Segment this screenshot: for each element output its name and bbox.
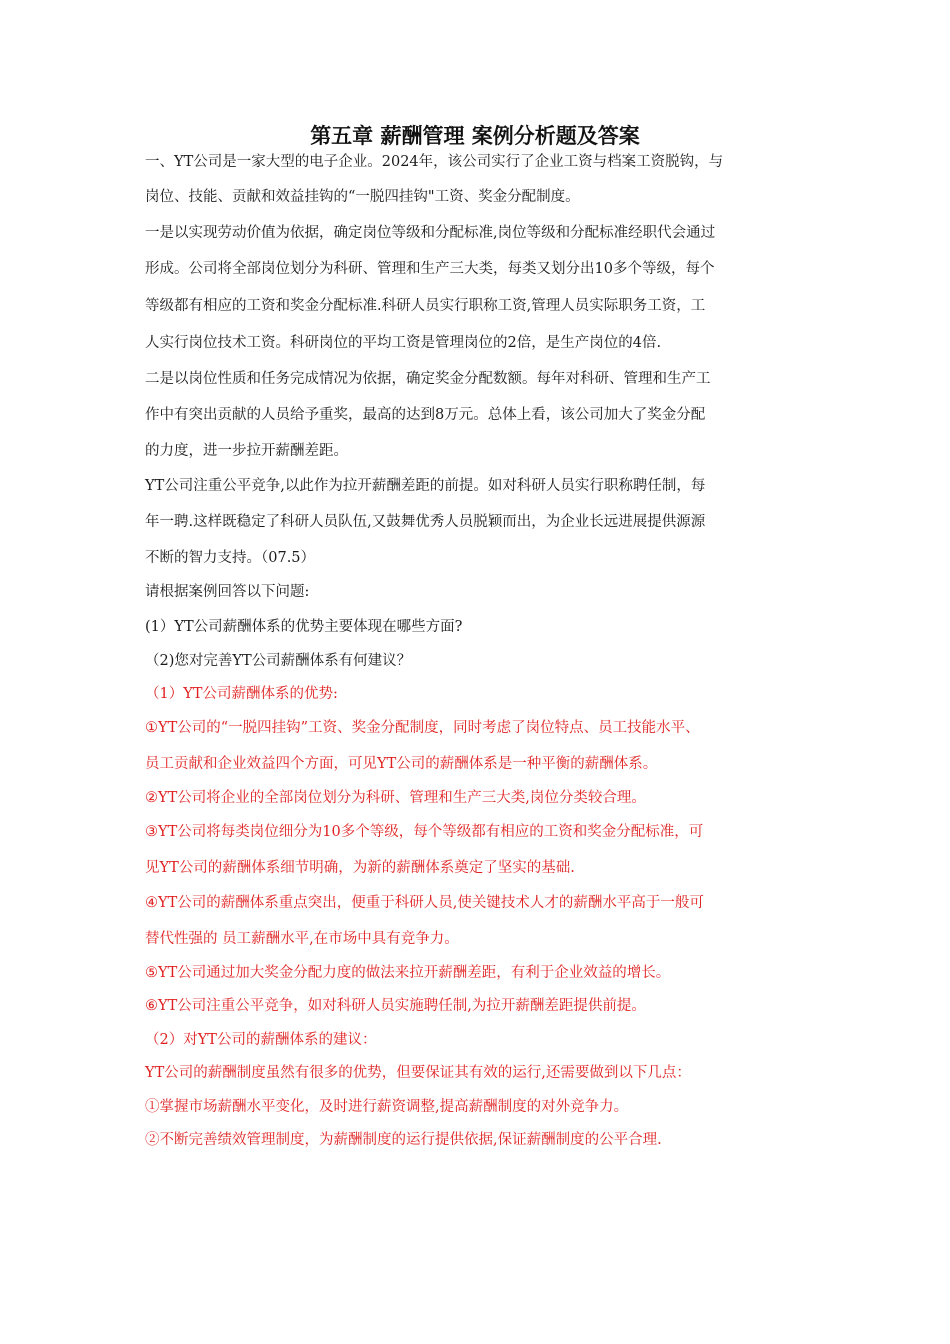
body-line: 形成。公司将全部岗位划分为科研、管理和生产三大类，每类又划分出10多个等级，每个 [145,261,715,277]
answer-line: ②不断完善绩效管理制度，为薪酬制度的运行提供依据,保证薪酬制度的公平合理. [145,1132,662,1148]
answer-line: 员工贡献和企业效益四个方面，可见YT公司的薪酬体系是一种平衡的薪酬体系。 [145,756,658,772]
answer-line: ⑤YT公司通过加大奖金分配力度的做法来拉开薪酬差距，有利于企业效益的增长。 [145,965,671,981]
body-line: 人实行岗位技术工资。科研岗位的平均工资是管理岗位的2倍，是生产岗位的4倍. [145,335,662,351]
answer-line: ④YT公司的薪酬体系重点突出，便重于科研人员,使关键技术人才的薪酬水平高于一般可 [145,895,704,911]
answer-line: 替代性强的 员工薪酬水平,在市场中具有竞争力。 [145,931,459,947]
body-line: YT公司注重公平竞争,以此作为拉开薪酬差距的前提。如对科研人员实行职称聘任制，每 [145,478,706,494]
question-2: （2)您对完善YT公司薪酬体系有何建议？ [145,653,412,669]
body-line: 二是以岗位性质和任务完成情况为依据，确定奖金分配数额。每年对科研、管理和生产工 [145,371,711,387]
answer-heading-1: （1）YT公司薪酬体系的优势: [145,686,338,702]
body-line: 作中有突出贡献的人员给予重奖，最高的达到8万元。总体上看，该公司加大了奖金分配 [145,407,706,423]
document-title: 第五章 薪酬管理 案例分析题及答案 [310,124,640,148]
answer-line: ①YT公司的“一脱四挂钩”工资、奖金分配制度，同时考虑了岗位特点、员工技能水平、 [145,720,700,736]
body-line: 一是以实现劳动价值为依据，确定岗位等级和分配标准,岗位等级和分配标准经职代会通过 [145,225,716,241]
body-line: 的力度，进一步拉开薪酬差距。 [145,443,348,459]
question-intro: 请根据案例回答以下问题: [145,584,310,600]
answer-line: ③YT公司将每类岗位细分为10多个等级，每个等级都有相应的工资和奖金分配标准，可 [145,824,704,840]
body-line: 一、YT公司是一家大型的电子企业。2024年，该公司实行了企业工资与档案工资脱钩，与 [145,154,724,170]
body-line: 等级都有相应的工资和奖金分配标准.科研人员实行职称工资,管理人员实际职务工资，工 [145,298,706,314]
answer-line: ①掌握市场薪酬水平变化，及时进行薪资调整,提高薪酬制度的对外竞争力。 [145,1099,629,1115]
question-1: (1）YT公司薪酬体系的优势主要体现在哪些方面? [145,619,463,635]
body-line: 岗位、技能、贡献和效益挂钩的“一脱四挂钩"工资、奖金分配制度。 [145,189,580,205]
answer-line: ⑥YT公司注重公平竞争，如对科研人员实施聘任制,为拉开薪酬差距提供前提。 [145,998,646,1014]
body-line: 年一聘.这样既稳定了科研人员队伍,又鼓舞优秀人员脱颖而出，为企业长远进展提供源源 [145,514,706,530]
answer-line: 见YT公司的薪酬体系细节明确，为新的薪酬体系奠定了坚实的基础. [145,860,575,876]
answer-line: ②YT公司将企业的全部岗位划分为科研、管理和生产三大类,岗位分类较合理。 [145,790,646,806]
answer-heading-2: （2）对YT公司的薪酬体系的建议： [145,1032,377,1048]
answer-line: YT公司的薪酬制度虽然有很多的优势，但要保证其有效的运行,还需要做到以下几点： [145,1065,691,1081]
body-line: 不断的智力支持。（07.5） [145,550,316,566]
